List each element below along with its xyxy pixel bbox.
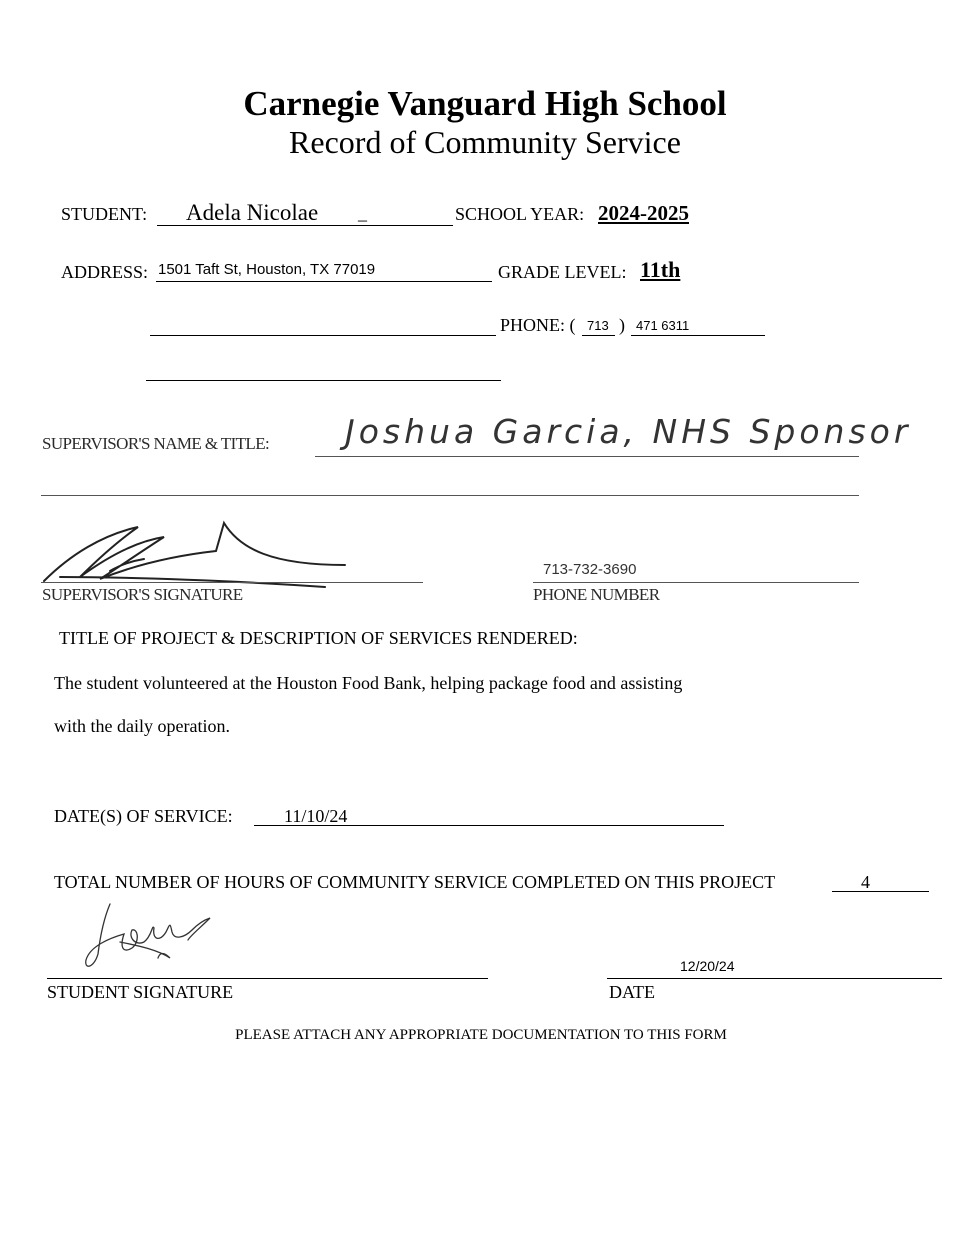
project-description-line-2[interactable]: with the daily operation. xyxy=(54,716,230,736)
supervisor-signature-underline xyxy=(41,582,423,583)
school-name: Carnegie Vanguard High School xyxy=(243,84,727,123)
address-value[interactable]: 1501 Taft St, Houston, TX 77019 xyxy=(158,261,376,278)
student-signature-label: STUDENT SIGNATURE xyxy=(47,982,234,1002)
signoff-date-underline xyxy=(607,978,942,979)
phone-label: PHONE: ( xyxy=(500,315,576,335)
footer-note: PLEASE ATTACH ANY APPROPRIATE DOCUMENTATION TO THIS FORM xyxy=(235,1027,727,1043)
student-signature-underline xyxy=(47,978,488,979)
supervisor-phone-underline xyxy=(533,582,859,583)
supervisor-signature-scribble xyxy=(40,515,360,595)
school-year-label: SCHOOL YEAR: xyxy=(455,204,585,224)
student-label: STUDENT: xyxy=(61,204,148,224)
address-line-3 xyxy=(146,380,501,381)
signoff-date-value[interactable]: 12/20/24 xyxy=(680,958,735,974)
supervisor-name-underline xyxy=(315,456,859,457)
grade-level-value[interactable]: 11th xyxy=(640,257,681,282)
area-code-underline xyxy=(582,335,615,336)
phone-area-code[interactable]: 713 xyxy=(587,318,609,333)
project-description-line-1[interactable]: The student volunteered at the Houston Food Bank, helping package food and assisting xyxy=(54,673,683,693)
address-label: ADDRESS: xyxy=(61,262,149,282)
hours-value[interactable]: 4 xyxy=(861,872,870,892)
supervisor-signature-label: SUPERVISOR'S SIGNATURE xyxy=(42,585,243,604)
service-dates-label: DATE(S) OF SERVICE: xyxy=(54,806,233,826)
hours-underline xyxy=(832,891,929,892)
service-dates-value[interactable]: 11/10/24 xyxy=(284,806,348,826)
school-year-value[interactable]: 2024-2025 xyxy=(598,201,689,225)
project-label: TITLE OF PROJECT & DESCRIPTION OF SERVICES RENDERED: xyxy=(59,628,578,648)
supervisor-name-label: SUPERVISOR'S NAME & TITLE: xyxy=(42,434,270,453)
signoff-date-label: DATE xyxy=(609,982,655,1002)
phone-number[interactable]: 471 6311 xyxy=(636,318,690,333)
student-name[interactable]: Adela Nicolae xyxy=(186,200,319,225)
hours-label: TOTAL NUMBER OF HOURS OF COMMUNITY SERVICE COMPLETED ON THIS PROJECT xyxy=(54,872,776,892)
supervisor-name-value[interactable]: Joshua Garcia, NHS Sponsor xyxy=(345,412,912,451)
phone-number-underline xyxy=(631,335,765,336)
supervisor-phone-label: PHONE NUMBER xyxy=(533,585,660,604)
supervisor-extra-line xyxy=(41,495,859,496)
form-title: Record of Community Service xyxy=(289,124,681,160)
address-underline xyxy=(156,281,492,282)
student-signature-scribble xyxy=(80,898,250,974)
phone-close-paren: ) xyxy=(619,315,625,335)
grade-level-label: GRADE LEVEL: xyxy=(498,262,627,282)
supervisor-phone-value[interactable]: 713-732-3690 xyxy=(543,561,637,578)
address-line-2 xyxy=(150,335,496,336)
student-trailing-mark: _ xyxy=(358,203,367,223)
